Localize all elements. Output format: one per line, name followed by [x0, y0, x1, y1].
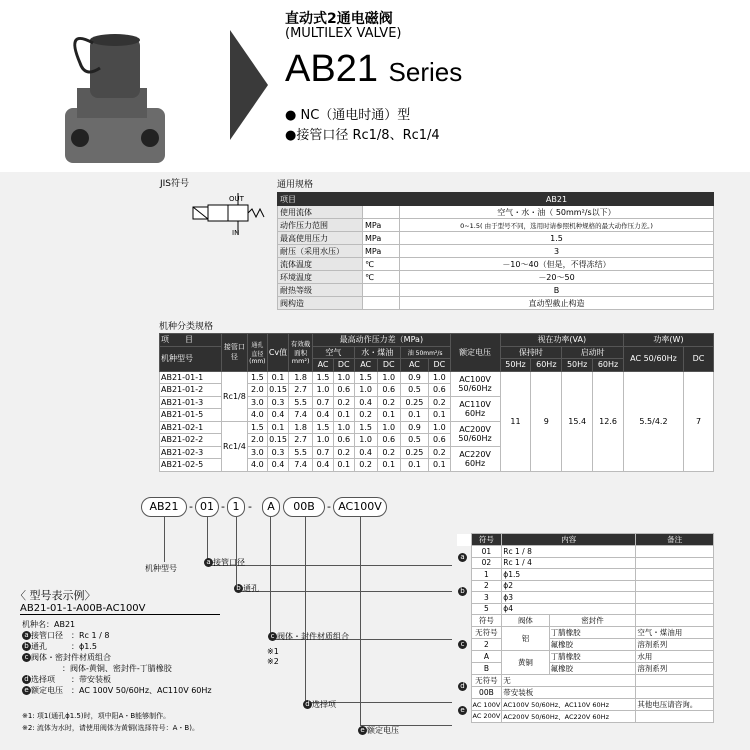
table-row: 使用流体 空气・水・油（ 50mm²/s以下） — [278, 206, 714, 219]
label-voltage: e 额定电压 — [358, 725, 399, 736]
table-row: 2 氟橡胶 溶剂系列 — [457, 639, 714, 651]
example-details: 机种名：AB21 a 接管口径 ：Rc 1 / 8 b 通孔 ：ϕ1.5 c 阀体・密封件材质组合 ：阀体-黄铜、密封件-丁腈橡胶 d 选择项 ：带安装板 e 额定电压 ：AC 100V 50/60Hz、AC110V 60Hz — [22, 620, 212, 695]
table-row: 02 Rc 1 / 4 — [457, 557, 714, 569]
code-part-port: 01 — [195, 497, 219, 517]
label-option: d 选择项 — [303, 699, 336, 710]
table-row: c 符号 阀体 密封件 — [457, 615, 714, 627]
table-row: 耐压（采用水压） MPa 3 — [278, 245, 714, 258]
series-title — [285, 48, 462, 91]
jis-title: JIS符号 — [160, 179, 190, 189]
leader-line — [236, 591, 452, 592]
label-port: a 接管口径 — [204, 557, 245, 568]
label-material: c 阀体・封件材质组合 — [268, 631, 349, 642]
table-row: 00B 带安装板 — [457, 687, 714, 699]
label-note1: ※1 — [267, 647, 279, 656]
gen-head-model: AB21 — [400, 193, 714, 206]
table-row: AB21-02-3 3.0 0.3 5.5 0.7 0.2 0.4 0.2 0.25 0.2 AC220V 60Hz — [160, 446, 714, 459]
table-row: B 氟橡胶 溶剂系列 — [457, 663, 714, 675]
series-suffix: Series — [388, 57, 463, 87]
model-spec-title: 机种分类规格 — [159, 322, 214, 332]
code-part-option: 00B — [283, 497, 325, 517]
table-row: AB21-02-1 Rc1/4 1.5 0.1 1.8 1.5 1.0 1.5 1.0 0.9 1.0 AC200V 50/60Hz — [160, 421, 714, 434]
table-row: AB21-01-5 4.0 0.4 7.4 0.4 0.1 0.2 0.1 0.1 0.1 — [160, 409, 714, 422]
model-spec-table: 项 目 接管口径 通孔直径(mm) Cv值 有效截面积mm²) 最高动作压力差（MPa) 额定电压 视在功率(VA) 功率(W) 机种型号 空气 水・煤油 油 50mm²/s 保持时 启动时 AC 50/60Hz DC AC DC AC DC AC DC 50Hz 60Hz 50Hz 60Hz AB21-01-1 Rc1/8 1.5 0.1 1.8 1.5 1.0 1.5 1.0 0.9 1.0 AC100V 50/60Hz 11 9 15.4 12.6 5.5/4.2 7 AB21-01-2 2.0 0.15 2.7 1.0 0.6 1.0 0.6 0.5 0.6 AB21-01-3 3.0 0.3 5.5 0.7 0.2 0.4 0.2 0.25 0.2 AC110V 60Hz AB21-01-5 4.0 0.4 7.4 0.4 0.1 0.2 0.1 0.1 0.1 AB21-02-1 Rc1/4 1.5 0.1 1.8 1.5 1.0 1.5 1.0 0.9 1.0 AC200V 50/60Hz AB21-02-2 2.0 0.15 2.7 1.0 0.6 1.0 0.6 0.5 0.6 AB21-02-3 3.0 0.3 5.5 0.7 0.2 0.4 0.2 0.25 0.2 AC220V 60Hz AB21-02-5 4.0 0.4 7.4 0.4 0.1 0.2 0.1 0.1 0.1 — [159, 333, 714, 472]
table-row: 3 ϕ3 — [457, 592, 714, 604]
leader-line — [360, 517, 361, 725]
leader-line — [270, 517, 271, 639]
table-row: 最高使用压力 MPa 1.5 — [278, 232, 714, 245]
code-part-material: A — [262, 497, 280, 517]
table-row: A 黄铜 丁腈橡胶 水用 — [457, 651, 714, 663]
code-part-model: AB21 — [141, 497, 187, 517]
jis-in-label: IN — [232, 229, 240, 237]
table-row: AB21-01-1 Rc1/8 1.5 0.1 1.8 1.5 1.0 1.5 1.0 0.9 1.0 AC100V 50/60Hz 11 9 15.4 12.6 5.5/4.2 7 — [160, 371, 714, 384]
table-row: AB21-02-5 4.0 0.4 7.4 0.4 0.1 0.2 0.1 0.1 0.1 — [160, 459, 714, 472]
table-row: 无符号 铝 丁腈橡胶 空气・煤油用 — [457, 627, 714, 639]
code-dash: - — [189, 500, 193, 513]
jis-out-label: OUT — [229, 195, 244, 203]
label-note2: ※2 — [267, 657, 279, 666]
table-row: 耐热等级 B — [278, 284, 714, 297]
title-en: (MULTILEX VALVE) — [285, 26, 402, 41]
example-code: AB21-01-1-A00B-AC100V — [20, 603, 220, 615]
table-row: 5 ϕ4 — [457, 603, 714, 615]
table-row: 环境温度 ℃ －20～50 — [278, 271, 714, 284]
bullet-nc: ● NC（通电时通）型 — [285, 108, 411, 123]
table-row: 阀构造 直动型截止构造 — [278, 297, 714, 310]
table-row: AC 200V AC200V 50/60Hz、AC220V 60Hz — [457, 711, 714, 723]
leader-line — [164, 517, 165, 562]
table-row: a 01 Rc 1 / 8 — [457, 546, 714, 558]
valve-photo — [55, 18, 175, 168]
code-table: 符号 内容 备注 a 01 Rc 1 / 8 02 Rc 1 / 4 b 1 ϕ1.5 2 ϕ2 3 ϕ3 5 ϕ4 c 符号 阀体 密封件 无符号 铝 丁腈橡胶 空气・煤油用 2 氟橡胶 溶剂系列 A 黄铜 丁腈橡胶 水用 B 氟橡胶 溶剂系列 d 无符号 无 00B 带安装板 e AC 100V AC100V 50/60Hz、AC110V 60Hz 其他电压请咨询。 AC 200V AC200V 50/60Hz、AC220V 60Hz — [457, 533, 714, 723]
example-note1: ※1: 项1(通孔ϕ1.5)时，项中阳A・B能够制作。 — [22, 712, 171, 720]
table-row: 动作压力范围 MPa 0~1.5( 由于型号不同，选用时请参照机种规格的最大动作压力差。) — [278, 219, 714, 232]
code-dash: - — [327, 500, 331, 513]
table-row: d 无符号 无 — [457, 675, 714, 687]
leader-line — [236, 517, 237, 591]
table-row: 2 ϕ2 — [457, 580, 714, 592]
table-row: 流体温度 ℃ －10～40（但是，不得冻结） — [278, 258, 714, 271]
gen-head-item: 项目 — [278, 193, 400, 206]
example-title: 〈 型号表示例〉 — [15, 589, 96, 602]
code-dash: - — [248, 500, 252, 513]
leader-line — [305, 517, 306, 702]
code-dash: - — [221, 500, 225, 513]
table-row: e AC 100V AC100V 50/60Hz、AC110V 60Hz 其他电压请咨询。 — [457, 699, 714, 711]
bullet-port: ●接管口径 Rc1/8、Rc1/4 — [285, 128, 440, 143]
example-note2: ※2: 流体为水时，请使用阀体为黄铜(选择符号：A・B)。 — [22, 724, 199, 732]
general-spec-table — [277, 192, 714, 310]
code-part-voltage: AC100V — [333, 497, 387, 517]
table-row: AB21-01-3 3.0 0.3 5.5 0.7 0.2 0.4 0.2 0.25 0.2 AC110V 60Hz — [160, 396, 714, 409]
chevron-icon — [230, 30, 268, 140]
title-cn: 直动式2通电磁阀 — [285, 11, 393, 27]
series-code: AB21 — [285, 48, 378, 90]
label-model-type: 机种型号 — [145, 564, 177, 573]
general-spec-title: 通用规格 — [277, 180, 314, 190]
code-part-orifice: 1 — [227, 497, 245, 517]
label-orifice: b 通孔 — [234, 583, 259, 594]
table-row: b 1 ϕ1.5 — [457, 569, 714, 581]
table-row: AB21-02-2 2.0 0.15 2.7 1.0 0.6 1.0 0.6 0.5 0.6 — [160, 434, 714, 447]
table-row: AB21-01-2 2.0 0.15 2.7 1.0 0.6 1.0 0.6 0.5 0.6 — [160, 384, 714, 397]
